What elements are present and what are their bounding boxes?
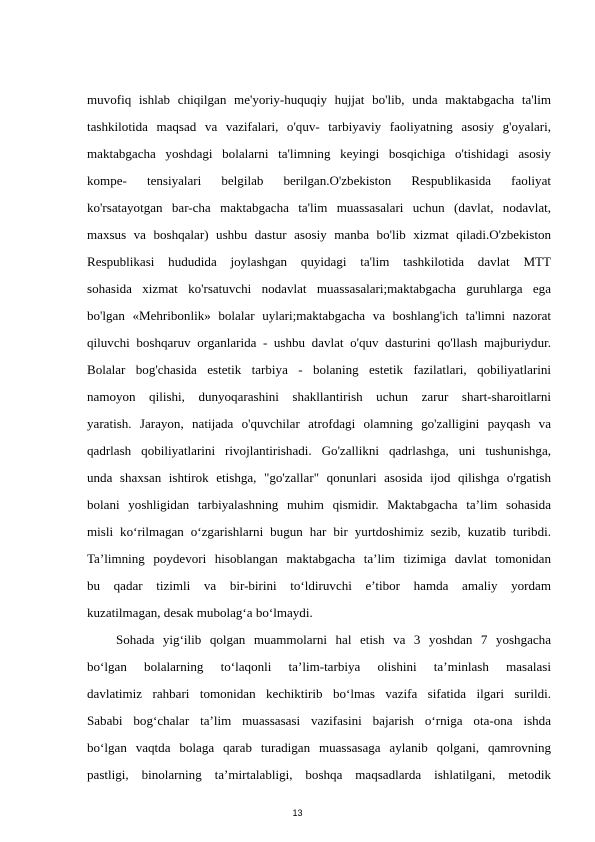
- text-line: Bolalar bog'chasida estetik tarbiya - bolaning estetik fazilatlari, qobiliyatlarini: [87, 362, 551, 377]
- text-line: Sababi bog‘chalar ta’lim muassasasi vazifasini bajarish o‘rniga ota-ona ishda: [87, 713, 551, 728]
- text-line: muvofiq ishlab chiqilgan me'yoriy-huquqiy hujjat bo'lib, unda maktabgacha ta'lim: [87, 92, 551, 107]
- text-line: qiluvchi boshqaruv organlarida - ushbu davlat o'quv dasturini qo'llash majburiydur.: [87, 335, 551, 350]
- text-line: yaratish. Jarayon, natijada o'quvchilar atrofdagi olamning go'zalligini payqash va: [87, 416, 551, 431]
- text-line: pastligi, binolarning ta’mirtalabligi, boshqa maqsadlarda ishlatilgani, metodik: [87, 767, 551, 782]
- text-line: kuzatilmagan, desak mubolag‘a bo‘lmaydi.: [87, 605, 313, 620]
- page-number: 13: [292, 808, 303, 818]
- text-line: maxsus va boshqalar) ushbu dastur asosiy manba bo'lib xizmat qiladi.O'zbekiston: [87, 227, 551, 242]
- text-line: namoyon qilishi, dunyoqarashini shakllantirish uchun zarur shart-sharoitlarni: [87, 389, 551, 404]
- text-line: kompe- tensiyalari belgilab berilgan.O'zbekiston Respublikasida faoliyat: [87, 173, 551, 188]
- text-line: maktabgacha yoshdagi bolalarni ta'limning keyingi bosqichiga o'tishidagi asosiy: [87, 146, 551, 161]
- text-line: misli ko‘rilmagan o‘zgarishlarni bugun har bir yurtdoshimiz sezib, kuzatib turibdi.: [87, 524, 551, 539]
- text-line: bo‘lgan vaqtda bolaga qarab turadigan muassasaga aylanib qolgani, qamrovning: [87, 740, 551, 755]
- text-line: bo'lgan «Mehribonlik» bolalar uylari;maktabgacha va boshlang'ich ta'limni nazorat: [87, 308, 551, 323]
- text-line: sohasida xizmat ko'rsatuvchi nodavlat muassasalari;maktabgacha guruhlarga ega: [87, 281, 551, 296]
- text-line: qadrlash qobiliyatlarini rivojlantirishadi. Go'zallikni qadrlashga, uni tushunishga,: [87, 443, 551, 458]
- text-line: bu qadar tizimli va bir-birini to‘ldiruvchi e’tibor hamda amaliy yordam: [87, 578, 551, 593]
- text-line: ko'rsatayotgan bar-cha maktabgacha ta'lim muassasalari uchun (davlat, nodavlat,: [87, 200, 551, 215]
- text-line: Respublikasi hududida joylashgan quyidagi ta'lim tashkilotida davlat MTT: [87, 254, 551, 269]
- text-line: bolani yoshligidan tarbiyalashning muhim qismidir. Maktabgacha ta’lim sohasida: [87, 497, 551, 512]
- text-line: bo‘lgan bolalarning to‘laqonli ta’lim-tarbiya olishini ta’minlash masalasi: [87, 659, 551, 674]
- text-line: Sohada yig‘ilib qolgan muammolarni hal etish va 3 yoshdan 7 yoshgacha: [116, 632, 551, 647]
- text-line: tashkilotida maqsad va vazifalari, o'quv- tarbiyaviy faoliyatning asosiy g'oyalari,: [87, 119, 551, 134]
- text-line: davlatimiz rahbari tomonidan kechiktirib bo‘lmas vazifa sifatida ilgari surildi.: [87, 686, 551, 701]
- text-line: unda shaxsan ishtirok etishga, "go'zallar" qonunlari asosida ijod qilishga o'rgatish: [87, 470, 551, 485]
- text-line: Ta’limning poydevori hisoblangan maktabgacha ta’lim tizimiga davlat tomonidan: [87, 551, 551, 566]
